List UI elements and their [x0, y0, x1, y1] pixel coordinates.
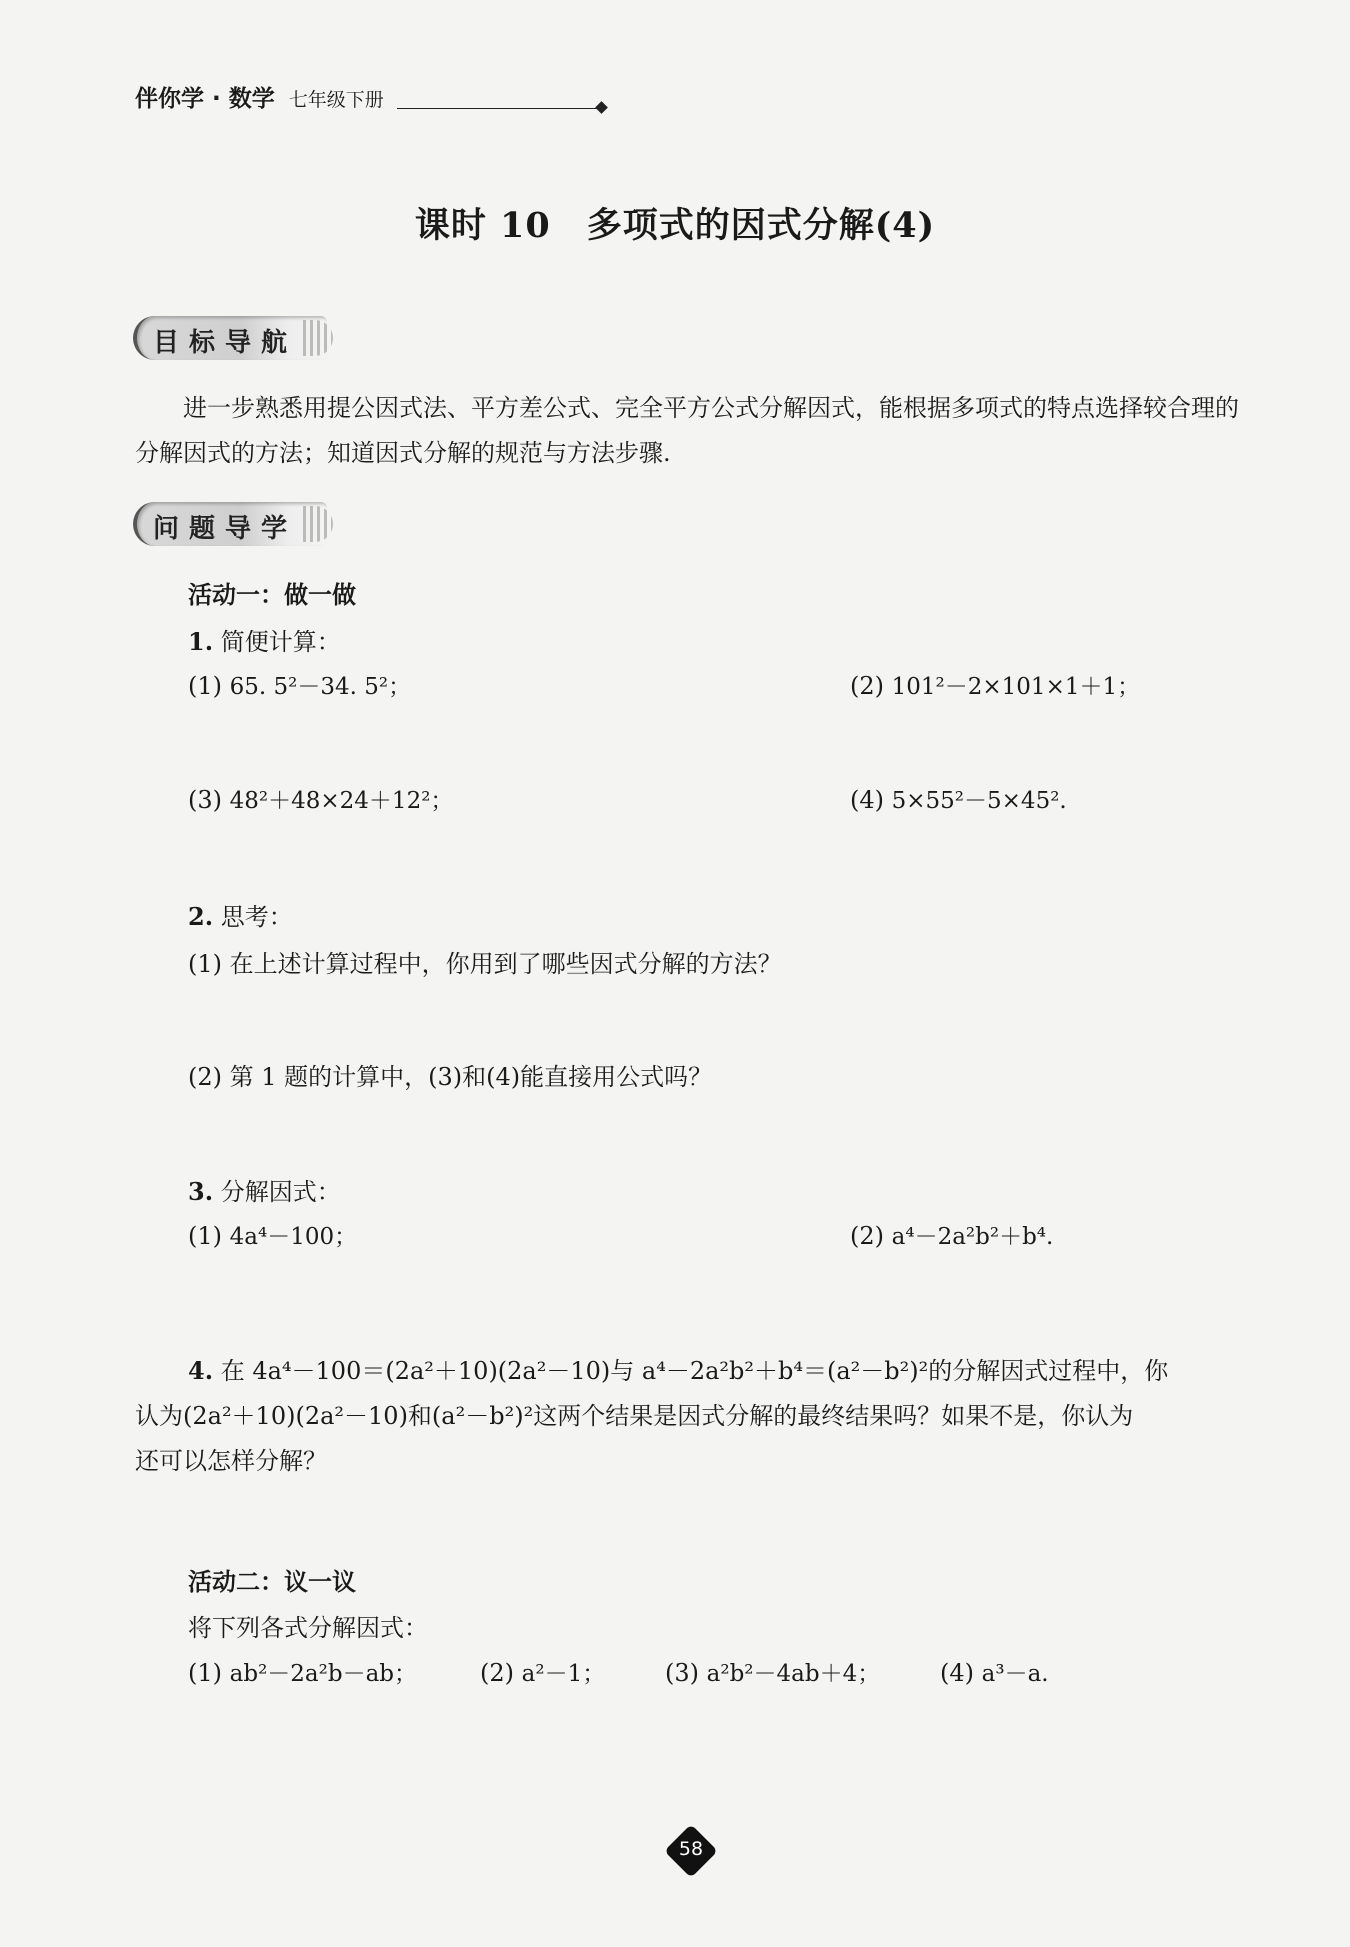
q2-item-2: (2) 第 1 题的计算中，(3)和(4)能直接用公式吗？	[188, 1063, 713, 1091]
activity2-item-2: (2) a²－1；	[480, 1659, 606, 1687]
section-label-problem: 问题导学	[133, 502, 327, 546]
q1-item-2: (2) 101²－2×101×1＋1；	[850, 672, 1141, 700]
section-label-goal: 目标导航	[133, 316, 327, 360]
q1-prompt: 1. 简便计算：	[188, 627, 341, 656]
page-number-badge	[666, 1826, 716, 1876]
q4-text: 4. 在 4a⁴－100＝(2a²＋10)(2a²－10)与 a⁴－2a²b²＋b⁴＝(a²－b²)²的分解因式过程中，你 认为(2a²＋10)(2a²－10)和(a²－b²)²这两个结果是因式分解的最终结果吗？如果不是，你认为 还可以怎样分解？	[135, 1356, 1169, 1475]
q1-item-1: (1) 65. 5²－34. 5²；	[188, 672, 412, 700]
series-title: 伴你学 · 数学	[135, 86, 275, 112]
activity2-item-4: (4) a³－a.	[940, 1659, 1049, 1687]
grade-label: 七年级下册	[288, 89, 384, 111]
q3-item-2: (2) a⁴－2a²b²＋b⁴.	[850, 1222, 1054, 1250]
activity1-title: 活动一：做一做	[188, 581, 356, 609]
goal-text: 进一步熟悉用提公因式法、平方差公式、完全平方公式分解因式，能根据多项式的特点选择较合理的分解因式的方法；知道因式分解的规范与方法步骤.	[135, 394, 1239, 467]
section-stripes-decoration	[303, 320, 333, 356]
activity2-title: 活动二：议一议	[188, 1568, 356, 1596]
lesson-title: 课时 10 多项式的因式分解(4)	[414, 205, 936, 246]
page-number: 58	[678, 1838, 704, 1860]
q3-prompt: 3. 分解因式：	[188, 1177, 341, 1206]
header-diamond-icon	[595, 101, 608, 114]
section-stripes-decoration	[303, 506, 333, 542]
running-header	[135, 80, 475, 116]
q2-item-1: (1) 在上述计算过程中，你用到了哪些因式分解的方法？	[188, 950, 782, 978]
activity2-prompt: 将下列各式分解因式：	[188, 1614, 428, 1642]
q1-item-4: (4) 5×55²－5×45².	[850, 786, 1067, 814]
activity2-item-1: (1) ab²－2a²b－ab；	[188, 1659, 418, 1687]
activity2-item-3: (3) a²b²－4ab＋4；	[665, 1659, 881, 1687]
q3-item-1: (1) 4a⁴－100；	[188, 1222, 358, 1250]
q2-prompt: 2. 思考：	[188, 902, 293, 931]
header-rule	[397, 108, 597, 109]
q1-item-3: (3) 48²＋48×24＋12²；	[188, 786, 454, 814]
